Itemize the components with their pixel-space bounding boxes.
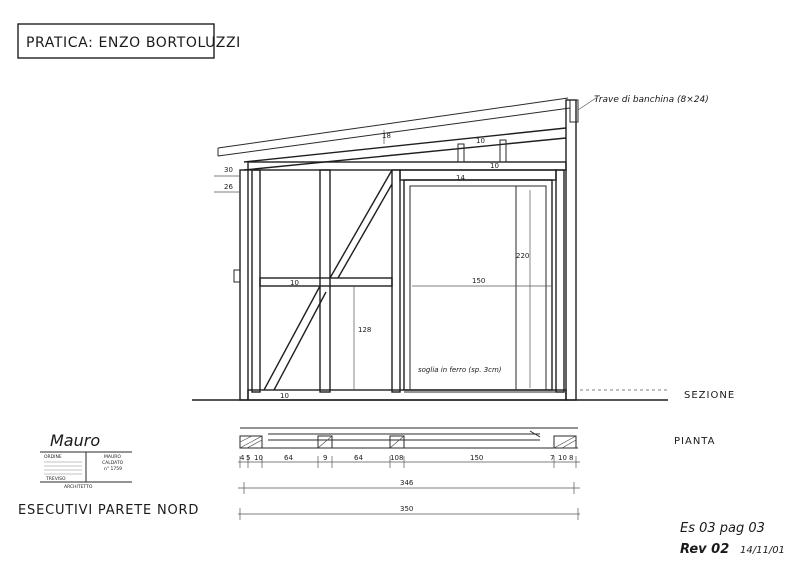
dim-rail-height: 128 xyxy=(358,326,372,334)
plan-dimensions xyxy=(238,454,580,520)
architect-stamp xyxy=(40,431,132,490)
plan-seg-10: 10 xyxy=(558,454,567,462)
dim-eave-26: 26 xyxy=(224,183,233,191)
revision-date: 14/11/01 xyxy=(740,545,785,556)
stamp-line-4: TREVISO xyxy=(46,477,66,482)
stamp-line-2: CALDATO xyxy=(102,461,124,466)
plan-overall-inner: 346 xyxy=(400,479,414,487)
wall-elevation xyxy=(192,98,668,400)
plan-overall: 350 xyxy=(400,505,414,513)
dim-roof-thickness: 18 xyxy=(382,132,391,140)
plan-seg-0: 4 xyxy=(240,454,245,462)
plan-seg-4: 9 xyxy=(323,454,328,462)
plan-seg-5: 64 xyxy=(354,454,363,462)
title-text: PRATICA: ENZO BORTOLUZZI xyxy=(26,35,241,51)
dim-header-plate: 10 xyxy=(490,162,499,170)
stamp-line-0: ORDINE xyxy=(44,455,62,460)
dim-opening-width: 150 xyxy=(472,277,486,285)
sheet-reference: Es 03 pag 03 xyxy=(680,521,765,536)
callout-glass: soglia in ferro (sp. 3cm) xyxy=(418,366,502,374)
callout-beam: Trave di banchina (8×24) xyxy=(594,95,709,105)
wall-plan xyxy=(240,428,578,448)
plan-seg-3: 64 xyxy=(284,454,293,462)
dim-rail: 10 xyxy=(290,279,299,287)
plan-seg-9: 7 xyxy=(550,454,555,462)
stamp-line-5: ARCHITETTO xyxy=(64,485,93,490)
section-label: SEZIONE xyxy=(684,390,736,401)
stamp-line-3: n° 1759 xyxy=(104,467,122,472)
title-box xyxy=(18,24,241,58)
dim-bottom-plate: 10 xyxy=(280,392,289,400)
plan-seg-1: 5 xyxy=(246,454,251,462)
revision-label: Rev 02 xyxy=(680,542,730,557)
dim-top-plate: 10 xyxy=(476,137,485,145)
plan-seg-8: 150 xyxy=(470,454,484,462)
title-block xyxy=(680,521,785,557)
drawing-subtitle: ESECUTIVI PARETE NORD xyxy=(18,503,200,518)
dim-lintel: 14 xyxy=(456,174,465,182)
plan-seg-2: 10 xyxy=(254,454,263,462)
plan-seg-7: 8 xyxy=(399,454,404,462)
plan-seg-6: 10 xyxy=(390,454,399,462)
plan-seg-11: 8 xyxy=(569,454,574,462)
stamp-signature: Mauro xyxy=(50,431,101,450)
dim-opening-height: 220 xyxy=(516,252,530,260)
dim-eave-30: 30 xyxy=(224,166,233,174)
stamp-line-1: MAURO xyxy=(104,455,121,460)
plan-label: PIANTA xyxy=(674,436,716,447)
